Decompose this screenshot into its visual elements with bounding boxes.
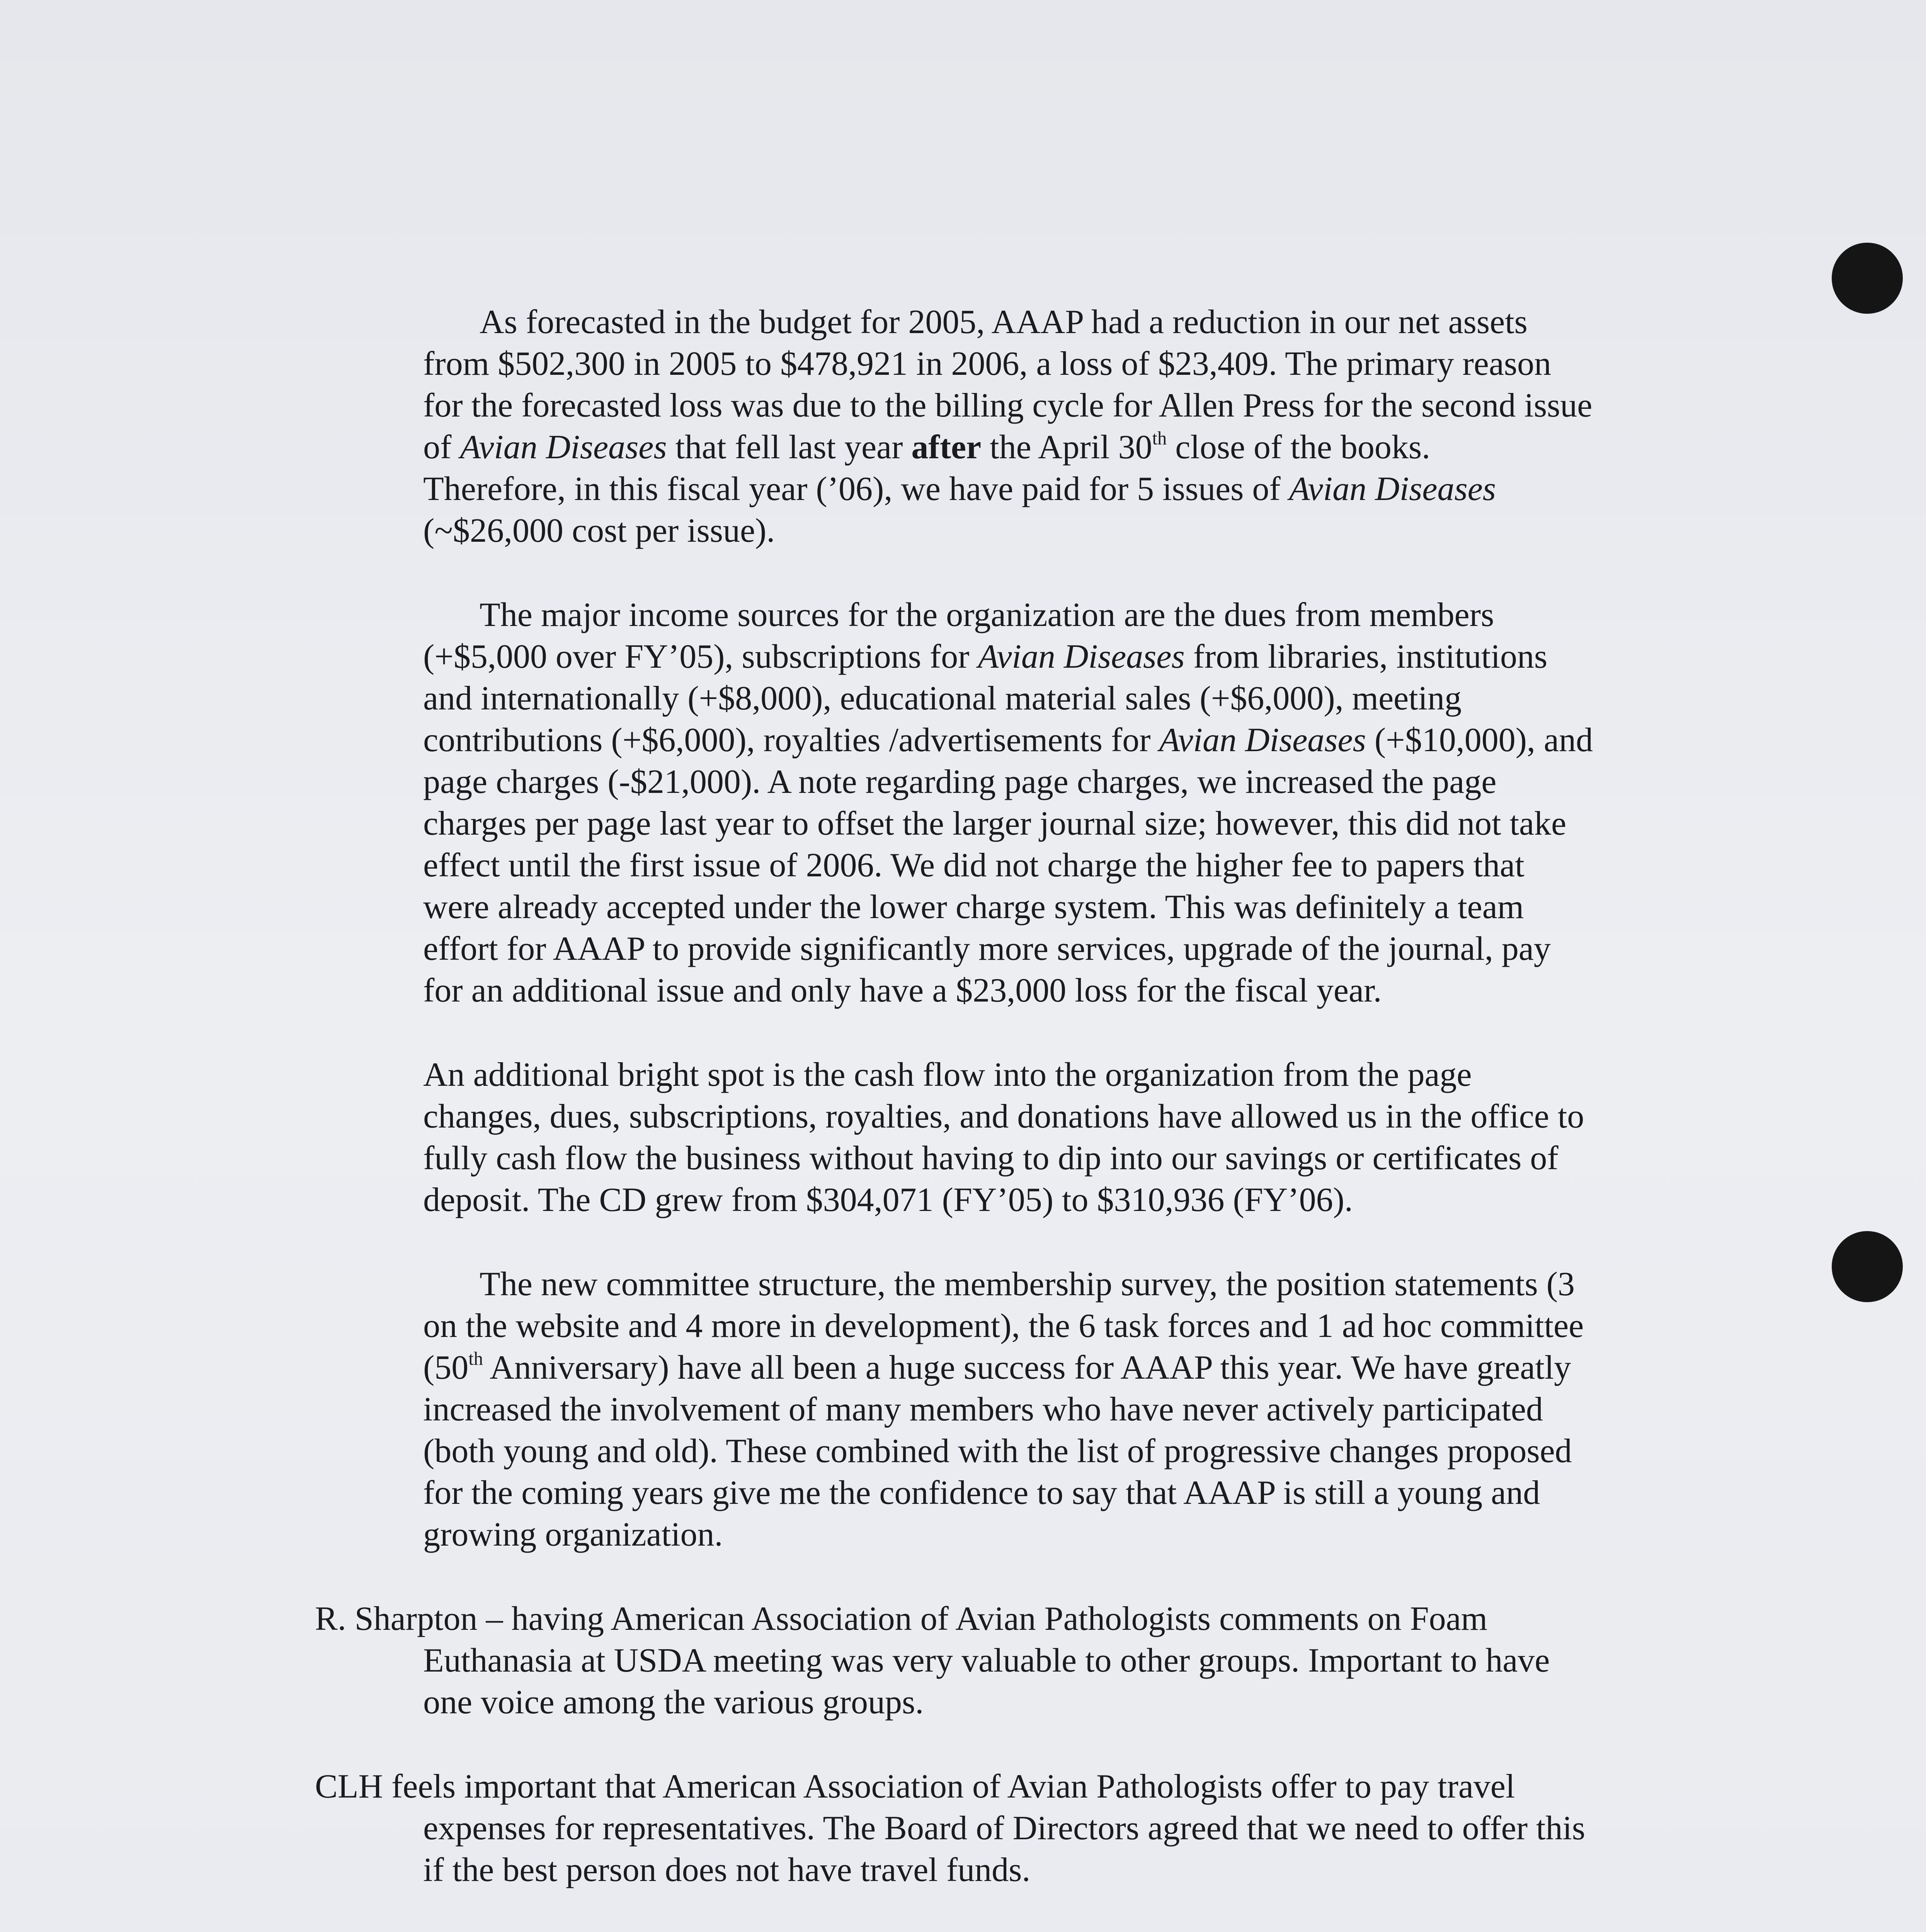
- text-line: if the best person does not have travel funds.: [423, 1851, 1031, 1889]
- note-sharpton: [315, 1598, 1691, 1723]
- punch-hole: [1832, 243, 1903, 314]
- text-line: (both young and old). These combined with the list of progressive changes proposed: [423, 1432, 1572, 1470]
- text-line: one voice among the various groups.: [423, 1684, 924, 1721]
- text-line: [423, 636, 1691, 678]
- journal-title: Avian Diseases: [1159, 721, 1366, 759]
- journal-title: Avian Diseases: [460, 429, 667, 466]
- text-line: expenses for representatives. The Board of Directors agreed that we need to offer this: [423, 1810, 1586, 1847]
- text-line: [423, 719, 1691, 761]
- text-line: growing organization.: [423, 1516, 723, 1553]
- text-line: fully cash flow the business without having to dip into our savings or certificates of: [423, 1139, 1558, 1177]
- text-run: close of the books.: [1167, 429, 1431, 466]
- text-line: for an additional issue and only have a $23,000 loss for the fiscal year.: [423, 972, 1382, 1009]
- text-line: Euthanasia at USDA meeting was very valuable to other groups. Important to have: [423, 1642, 1550, 1679]
- text-line: An additional bright spot is the cash flow into the organization from the page: [423, 1056, 1472, 1094]
- text-line: and internationally (+$8,000), educational material sales (+$6,000), meeting: [423, 680, 1462, 717]
- text-line: The major income sources for the organization are the dues from members: [480, 596, 1494, 634]
- text-line: effect until the first issue of 2006. We did not charge the higher fee to papers that: [423, 847, 1524, 884]
- text-run: Therefore, in this fiscal year (’06), we have paid for 5 issues of: [423, 470, 1289, 508]
- note-clh: [315, 1766, 1691, 1891]
- superscript: th: [1152, 428, 1167, 449]
- paragraph-committee-structure: [315, 1264, 1691, 1556]
- text-line: effort for AAAP to provide significantly more services, upgrade of the journal, pay: [423, 930, 1551, 968]
- emphasis-text: after: [911, 429, 982, 466]
- text-line: for the coming years give me the confidence to say that AAAP is still a young and: [423, 1474, 1540, 1512]
- superscript: th: [468, 1348, 483, 1369]
- text-run: Anniversary) have all been a huge success for AAAP this year. We have greatly: [483, 1349, 1571, 1386]
- text-run: the April 30: [981, 429, 1152, 466]
- text-line: for the forecasted loss was due to the billing cycle for Allen Press for the second issue: [423, 387, 1593, 424]
- text-line: deposit. The CD grew from $304,071 (FY’05) to $310,936 (FY’06).: [423, 1181, 1353, 1219]
- text-line: page charges (-$21,000). A note regarding page charges, we increased the page: [423, 763, 1497, 801]
- document-body: [315, 301, 1691, 1932]
- text-line: increased the involvement of many members who have never actively participated: [423, 1391, 1543, 1428]
- paragraph-cash-flow: [315, 1054, 1691, 1221]
- text-line: The new committee structure, the membership survey, the position statements (3: [480, 1265, 1575, 1303]
- paragraph-income-sources: [315, 594, 1691, 1012]
- text-line: CLH feels important that American Association of Avian Pathologists offer to pay travel: [315, 1768, 1515, 1805]
- text-run: contributions (+$6,000), royalties /advertisements for: [423, 721, 1159, 759]
- paragraph-budget-forecast: [315, 301, 1691, 552]
- text-line: [423, 427, 1691, 468]
- text-line: from $502,300 in 2005 to $478,921 in 2006, a loss of $23,409. The primary reason: [423, 345, 1552, 383]
- text-run: (+$5,000 over FY’05), subscriptions for: [423, 638, 978, 675]
- text-line: As forecasted in the budget for 2005, AAAP had a reduction in our net assets: [480, 303, 1528, 341]
- text-run: of: [423, 429, 460, 466]
- text-line: R. Sharpton – having American Association of Avian Pathologists comments on Foam: [315, 1600, 1488, 1638]
- text-line: [423, 1347, 1691, 1389]
- text-line: [423, 468, 1691, 510]
- text-run: (50: [423, 1349, 469, 1386]
- text-line: on the website and 4 more in development), the 6 task forces and 1 ad hoc committee: [423, 1307, 1584, 1345]
- punch-hole: [1832, 1231, 1903, 1302]
- text-run: that fell last year: [667, 429, 912, 466]
- text-line: changes, dues, subscriptions, royalties, and donations have allowed us in the office to: [423, 1098, 1584, 1135]
- journal-title: Avian Diseases: [978, 638, 1185, 675]
- text-run: (+$10,000), and: [1366, 721, 1593, 759]
- journal-title: Avian Diseases: [1289, 470, 1496, 508]
- text-line: were already accepted under the lower charge system. This was definitely a team: [423, 888, 1524, 926]
- text-line: (~$26,000 cost per issue).: [423, 512, 775, 549]
- text-line: charges per page last year to offset the larger journal size; however, this did not take: [423, 805, 1567, 842]
- text-run: from libraries, institutions: [1184, 638, 1548, 675]
